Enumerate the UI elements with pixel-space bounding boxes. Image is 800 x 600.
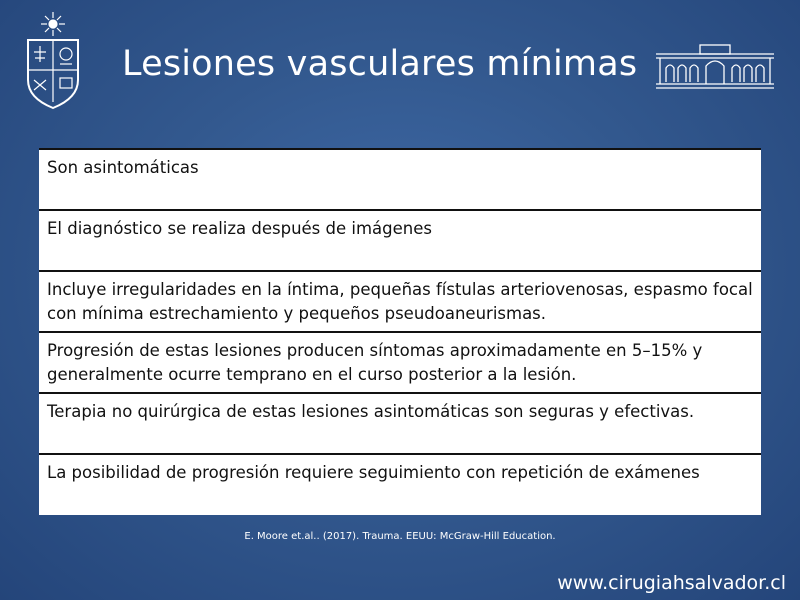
row-text: El diagnóstico se realiza después de imágenes [47,219,432,238]
table-row [39,394,761,455]
building-facade-icon [654,42,776,92]
website-url: www.cirugiahsalvador.cl [557,572,786,594]
content-table [39,148,761,515]
university-crest-icon [22,10,84,110]
citation-text: E. Moore et.al.. (2017). Trauma. EEUU: McGraw-Hill Education. [244,531,556,542]
row-text: Terapia no quirúrgica de estas lesiones asintomáticas son seguras y efectivas. [47,402,695,421]
table-row [39,333,761,394]
table-row [39,272,761,333]
table-row [39,455,761,518]
table-row [39,150,761,211]
row-text: Son asintomáticas [47,158,199,177]
slide-title: Lesiones vasculares mínimas [122,44,638,84]
table-row [39,211,761,272]
row-text: Incluye irregularidades en la íntima, pequeñas fístulas arteriovenosas, espasmo focal con mínima estrechamiento y pequeños pseudoaneurismas. [47,280,753,323]
row-text: Progresión de estas lesiones producen síntomas aproximadamente en 5–15% y generalmente ocurre temprano en el curso posterior a la lesión. [47,341,703,384]
row-text: La posibilidad de progresión requiere seguimiento con repetición de exámenes [47,463,700,482]
